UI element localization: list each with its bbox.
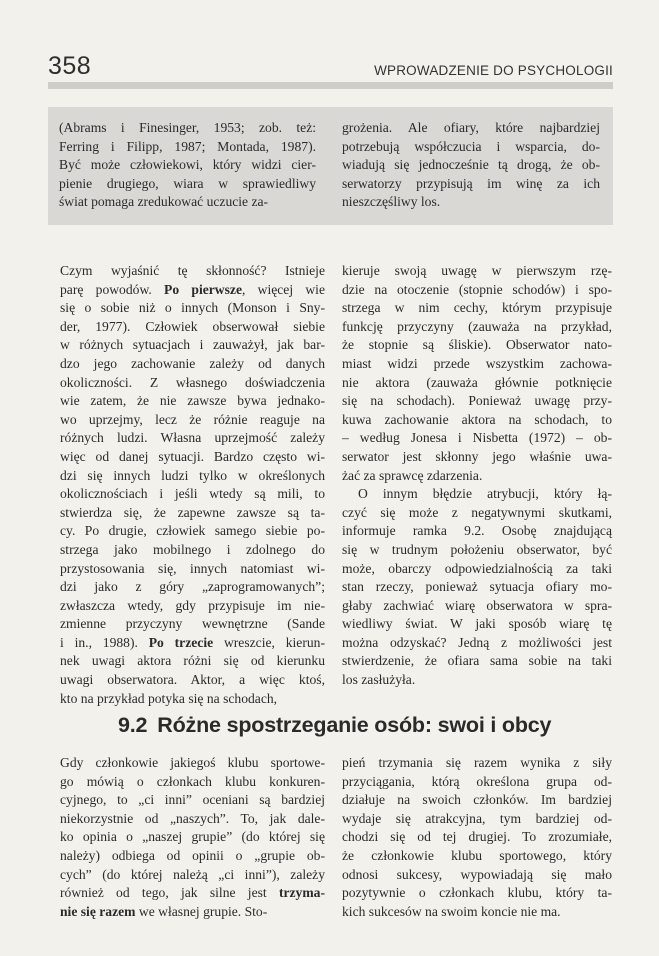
- text-line: serwator jest skłonny jego właśnie uwa-: [342, 448, 612, 464]
- text-line: Gdy członkowie jakiegoś klubu sportowe-: [60, 755, 325, 770]
- text-line: również od tego, jak silne jest trzyma-: [60, 885, 325, 901]
- text-line: zmienne przyczyny wewnętrzne (Sande: [60, 616, 325, 632]
- text-line: przyciągania, którą określona grupa od-: [342, 773, 612, 789]
- text-line: można odzyskać? Jedną z możliwości jest: [342, 634, 612, 650]
- text-line: się na schodach). Ponieważ uwagę przy-: [342, 393, 612, 409]
- text-line: zwłaszcza wtedy, gdy przypisuje im nie-: [60, 597, 325, 613]
- text-line: kieruje swoją uwagę w pierwszym rzę-: [342, 263, 612, 278]
- text-line: dzo jego zachowanie zależy od danych: [60, 355, 325, 371]
- text-line: uwagi obserwatora. Aktor, a więc ktoś,: [60, 672, 325, 688]
- section-number: 9.2: [118, 713, 148, 737]
- text-line: strzega w nim cechy, którym przypisuje: [342, 300, 612, 316]
- page-number: 358: [48, 52, 92, 80]
- text-line: los zasłużyła.: [342, 672, 416, 688]
- text-line: w różnych sytuacjach i zauważył, jak bar-: [60, 337, 325, 353]
- text-line: stwierdzenie, że ofiara sama sobie na taki: [342, 653, 612, 669]
- text-line: odnosi sukcesy, wypowiadają się mało: [342, 866, 612, 882]
- text-line: ko opinia o „naszej grupie” (do której się: [60, 829, 325, 845]
- text-line: stan rzeczy, ponieważ sytuacja ofiary mo-: [342, 579, 612, 595]
- text-line: stwierdza się, że zapewne zawsze są ta-: [60, 504, 325, 520]
- text-line: nek uwagi aktora różni się od kierunku: [60, 653, 325, 669]
- text-line: pozytywnie o członkach klubu, który ta-: [342, 885, 612, 901]
- text-line: cych” (do której należą „ci inni”), zależy: [60, 866, 325, 882]
- text-line: kto na przykład potyka się na schodach,: [60, 690, 278, 706]
- box-column-left: [59, 119, 316, 212]
- text-line: pień trzymania się razem wynika z siły: [342, 755, 612, 770]
- text-line: funkcję przyczyny (zauważa na przykład,: [342, 318, 612, 334]
- text-line: że członkowie klubu sportowego, który: [342, 847, 612, 863]
- text-line: cyjnego, to „ci inni” oceniani są bardziej: [60, 792, 325, 808]
- shaded-box: [48, 107, 613, 225]
- text-line: świat pomaga zredukować uczucie za-: [59, 194, 269, 210]
- section-column-left: [60, 754, 325, 921]
- body-column-left: [60, 262, 325, 708]
- text-line: działuje na swoich członków. Im bardziej: [342, 792, 612, 808]
- text-line: przystosowania się, innych natomiast wi-: [60, 560, 325, 576]
- text-line: żać za sprawcę zdarzenia.: [342, 467, 483, 483]
- text-line: grożenia. Ale ofiary, które najbardziej: [342, 120, 600, 135]
- text-line: nie się razem we własnej grupie. Sto-: [60, 903, 268, 919]
- text-line: się w trudnym położeniu obserwator, być: [342, 541, 612, 557]
- text-line: może, obarczy odpowiedzialnością za taki: [342, 560, 612, 576]
- text-line: cy. Po drugie, człowiek samego siebie po-: [60, 523, 325, 539]
- text-line: O innym błędzie atrybucji, który łą-: [358, 486, 612, 502]
- text-line: że stopnie są śliskie). Obserwator nato-: [342, 337, 612, 353]
- text-line: go mówią o członkach klubu konkuren-: [60, 773, 325, 789]
- text-line: wiadują się jednocześnie tą drogą, że ob-: [342, 157, 600, 173]
- section-title: Różne spostrzeganie osób: swoi i obcy: [157, 713, 552, 737]
- text-line: informuje ramka 9.2. Osobę znajdującą: [342, 523, 612, 539]
- text-line: – według Jonesa i Nisbetta (1972) – ob-: [342, 430, 612, 446]
- text-line: czyć się może z negatywnymi skutkami,: [342, 504, 612, 520]
- text-line: kich sukcesów na swoim koncie nie ma.: [342, 903, 561, 919]
- text-line: i in., 1988). Po trzecie wreszcie, kierun-: [60, 634, 325, 650]
- text-line: wie zatem, że nie zawsze bywa jednako-: [60, 393, 325, 409]
- text-line: dzi się innych ludzi tylko w określonych: [60, 467, 325, 483]
- text-line: należy) odbiega od opinii o „grupie ob-: [60, 847, 325, 863]
- text-line: niekorzystnie od „naszych”. To, jak dale-: [60, 810, 325, 826]
- text-line: więc od danej sytuacji. Bardzo często wi-: [60, 448, 325, 464]
- running-head: WPROWADZENIE DO PSYCHOLOGII: [374, 63, 613, 78]
- text-line: dzie na otoczenie (stopnie schodów) i spo-: [342, 281, 612, 297]
- box-column-right: [342, 119, 600, 212]
- text-line: nie aktora (zauważa głównie potknięcie: [342, 374, 612, 390]
- text-line: się o sobie niż o innych (Monson i Sny-: [60, 300, 325, 316]
- section-heading: [118, 713, 551, 738]
- section-column-right: [342, 754, 612, 921]
- text-line: głaby zachwiać wiarę obserwatora w spra-: [342, 597, 612, 613]
- text-line: parę powodów. Po pierwsze, więcej wie: [60, 281, 325, 297]
- text-line: kuwa zachowanie aktora na schodach, to: [342, 411, 612, 427]
- text-line: Być może człowiekowi, który widzi cier-: [59, 157, 316, 173]
- text-line: der, 1977). Człowiek obserwował siebie: [60, 318, 325, 334]
- text-line: pienie drugiego, wiara w sprawiedliwy: [59, 175, 316, 191]
- text-line: Ferring i Filipp, 1987; Montada, 1987).: [59, 138, 316, 154]
- text-line: Czym wyjaśnić tę skłonność? Istnieje: [60, 263, 325, 278]
- text-line: nieszczęśliwy los.: [342, 194, 441, 210]
- text-line: potrzebują współczucia i wsparcia, do-: [342, 138, 600, 154]
- text-line: chodzi się od tej drugiej. To zrozumiałe,: [342, 829, 612, 845]
- text-line: wydaje się atrakcyjna, tym bardziej od-: [342, 810, 612, 826]
- text-line: serwatorzy przypisują im winę za ich: [342, 175, 600, 191]
- header-rule: [48, 82, 613, 89]
- text-line: (Abrams i Finesinger, 1953; zob. też:: [59, 120, 316, 135]
- text-line: wo uprzejmy, lecz że różnie reaguje na: [60, 411, 325, 427]
- text-line: strzega jako mobilnego i zdolnego do: [60, 541, 325, 557]
- text-line: okolicznościach i jeśli wtedy są mili, to: [60, 486, 325, 502]
- text-line: miast widzi przede wszystkim zachowa-: [342, 355, 612, 371]
- text-line: różnych ludzi. Własna uprzejmość zależy: [60, 430, 325, 446]
- text-line: okoliczności. Z własnego doświadczenia: [60, 374, 325, 390]
- text-line: wiedliwy świat. W jaki sposób wiarę tę: [342, 616, 612, 632]
- text-line: dzi jako z góry „zaprogramowanych”;: [60, 579, 325, 595]
- body-column-right: [342, 262, 612, 690]
